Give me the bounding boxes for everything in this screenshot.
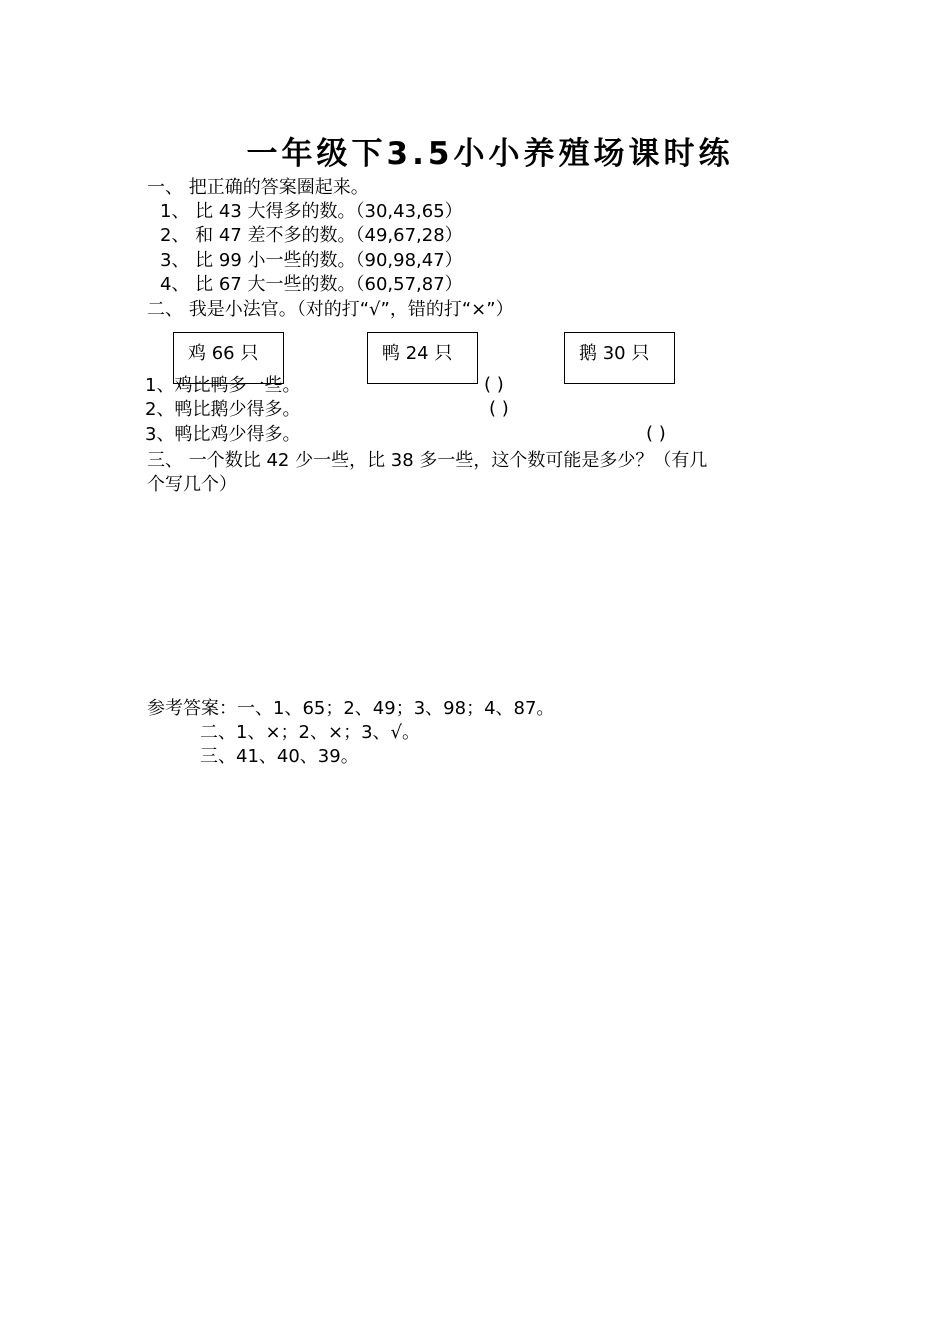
goose-count-box	[564, 332, 675, 384]
section1-item: 1、 比 43 大得多的数。（30,43,65）	[160, 201, 463, 222]
answer-key-line: 三、41、40、39。	[200, 746, 359, 767]
section3-question-cont: 个写几个）	[147, 474, 237, 495]
chicken-count-label: 鸡 66 只	[188, 343, 259, 364]
answer-blank: ( )	[489, 398, 509, 419]
section2-item: 3、鸭比鸡少得多。	[145, 424, 301, 445]
duck-count-box	[367, 332, 478, 384]
answer-blank: ( )	[646, 423, 666, 444]
section1-item: 4、 比 67 大一些的数。（60,57,87）	[160, 274, 463, 295]
page-title: 一年级下3.5小小养殖场课时练	[246, 136, 734, 172]
goose-count-label: 鹅 30 只	[579, 343, 650, 364]
answer-key-line: 二、1、×；2、×；3、√。	[200, 722, 420, 743]
section1-heading: 一、 把正确的答案圈起来。	[147, 177, 369, 198]
section3-question: 三、 一个数比 42 少一些，比 38 多一些，这个数可能是多少？（有几	[147, 450, 708, 471]
section1-item: 3、 比 99 小一些的数。（90,98,47）	[160, 250, 463, 271]
section2-heading: 二、 我是小法官。（对的打“√”，错的打“×”）	[147, 299, 514, 320]
section2-item: 1、鸡比鸭多一些。	[145, 375, 301, 396]
duck-count-label: 鸭 24 只	[382, 343, 453, 364]
answer-key-line: 参考答案：一、1、65；2、49；3、98；4、87。	[147, 698, 555, 719]
section2-item: 2、鸭比鹅少得多。	[145, 399, 301, 420]
answer-blank: ( )	[484, 374, 504, 395]
section1-item: 2、 和 47 差不多的数。（49,67,28）	[160, 225, 463, 246]
